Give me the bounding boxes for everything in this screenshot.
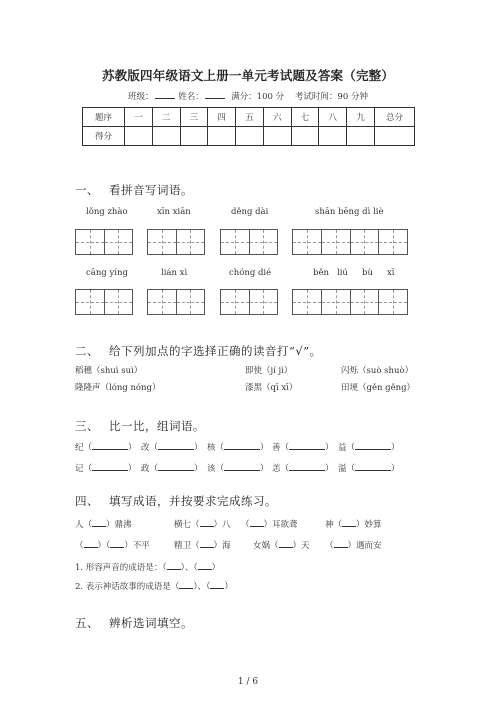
reading-choice[interactable]: 隆隆声（lóng nóng） (75, 383, 161, 393)
header-cell: 题序 (83, 108, 125, 127)
score-cell[interactable] (236, 127, 264, 146)
reading-choice[interactable]: 即使（jí jì） (245, 366, 293, 376)
score-cell[interactable] (291, 127, 319, 146)
answer-blank[interactable] (355, 441, 391, 450)
writing-grid[interactable] (75, 229, 133, 255)
section-title: 填写成语，并按要求完成练习。 (109, 494, 277, 508)
paren-close: ） (325, 464, 334, 474)
answer-blank[interactable] (210, 580, 224, 589)
section-number: 一、 (75, 183, 99, 197)
score-cell[interactable] (208, 127, 236, 146)
header-cell: 四 (208, 108, 236, 127)
header-cell: 总分 (375, 108, 415, 127)
writing-grid-row-1 (0, 229, 496, 255)
idiom-text: 精卫（ (174, 541, 200, 551)
class-blank[interactable] (155, 90, 175, 99)
header-cell: 六 (263, 108, 291, 127)
pinyin-label: děng dài (231, 207, 269, 217)
writing-grid-row-2 (0, 289, 496, 315)
idiom-text: 横七（ (174, 520, 200, 530)
paren-close: ） (260, 464, 269, 474)
compare-item[interactable] (75, 462, 137, 474)
question-2[interactable] (75, 580, 233, 592)
compare-char: 恙（ (272, 464, 290, 474)
question-text: 2. 表示神话故事的成语是（ (75, 582, 180, 592)
answer-blank[interactable] (84, 539, 98, 548)
name-blank[interactable] (205, 90, 225, 99)
answer-blank[interactable] (200, 539, 214, 548)
section-2-heading (75, 343, 322, 359)
compare-char: 记（ (75, 464, 93, 474)
answer-blank[interactable] (342, 518, 356, 527)
compare-char: 核（ (207, 443, 225, 453)
section-title: 比一比，组词语。 (109, 419, 205, 433)
score-table-row (83, 127, 415, 146)
idiom-text: ）（ (97, 541, 111, 551)
compare-item[interactable] (75, 441, 137, 453)
idiom-item[interactable] (174, 518, 231, 530)
idiom-text: ）天 (292, 541, 310, 551)
idiom-item[interactable] (174, 539, 231, 551)
paren-close: ） (194, 443, 203, 453)
document-title: 苏教版四年级语文上册一单元考试题及答案（完整） (101, 68, 395, 83)
writing-grid[interactable] (147, 229, 205, 255)
compare-char: 该（ (207, 464, 225, 474)
question-text: ）、（ (180, 563, 198, 573)
answer-blank[interactable] (198, 561, 212, 570)
question-text: ） (224, 582, 233, 592)
idiom-text: （ (75, 541, 84, 551)
pinyin-label: bù (362, 268, 373, 278)
idiom-text: ）八 (213, 520, 231, 530)
compare-item[interactable] (338, 441, 400, 453)
exam-time: 考试时间：90 分钟 (294, 92, 368, 102)
paren-close: ） (391, 464, 400, 474)
paren-close: ） (260, 443, 269, 453)
idiom-text: 女娲（ (253, 541, 279, 551)
compare-item[interactable] (272, 462, 334, 474)
compare-item[interactable] (207, 441, 269, 453)
section-title: 看拼音写词语。 (109, 183, 193, 197)
answer-blank[interactable] (179, 580, 193, 589)
question-1[interactable] (75, 561, 220, 573)
question-text: ） (211, 563, 221, 573)
idiom-item[interactable] (241, 518, 298, 530)
section-number: 五、 (75, 616, 99, 630)
question-text: ）、（ (193, 582, 211, 592)
section-number: 三、 (75, 419, 99, 433)
header-cell: 五 (236, 108, 264, 127)
header-cell: 二 (152, 108, 180, 127)
paren-close: ） (128, 464, 137, 474)
exam-info (0, 90, 496, 102)
header-cell: 三 (180, 108, 208, 127)
answer-blank[interactable] (334, 539, 348, 548)
answer-blank[interactable] (167, 561, 181, 570)
idiom-text: 神（ (325, 520, 343, 530)
writing-grid[interactable] (75, 289, 133, 315)
answer-blank[interactable] (92, 518, 106, 527)
compare-item[interactable] (141, 462, 203, 474)
compare-item[interactable] (272, 441, 334, 453)
score-cell[interactable] (125, 127, 153, 146)
score-cell[interactable] (263, 127, 291, 146)
writing-grid[interactable] (292, 289, 408, 315)
header-cell: 八 (319, 108, 347, 127)
pinyin-label: xīn xiān (157, 207, 191, 217)
compare-char: 政（ (141, 464, 159, 474)
answer-blank[interactable] (224, 462, 260, 471)
idiom-item[interactable] (325, 539, 382, 551)
writing-grid[interactable] (220, 289, 278, 315)
answer-blank[interactable] (224, 441, 260, 450)
pinyin-label: liú (337, 268, 348, 278)
compare-char: 纪（ (75, 443, 93, 453)
score-table-header (83, 108, 415, 127)
writing-grid[interactable] (220, 229, 278, 255)
idiom-text: 人（ (75, 520, 93, 530)
idiom-item[interactable] (75, 539, 150, 551)
class-label: 班级： (128, 92, 154, 102)
writing-grid[interactable] (147, 289, 205, 315)
answer-blank[interactable] (110, 539, 124, 548)
pinyin-label: běn (313, 268, 329, 278)
idiom-item[interactable] (75, 518, 132, 530)
idiom-text: ）耳欲聋 (263, 520, 298, 530)
section-3-heading (75, 418, 205, 434)
reading-choice[interactable]: 闪烁（suò shuò） (341, 366, 414, 376)
compare-item[interactable] (141, 441, 203, 453)
pinyin-label: chóng dié (229, 268, 272, 278)
name-label: 姓名： (178, 92, 204, 102)
header-cell: 九 (347, 108, 375, 127)
answer-blank[interactable] (92, 462, 128, 471)
full-score: 满分：100 分 (231, 92, 285, 102)
score-cell[interactable] (152, 127, 180, 146)
writing-grid[interactable] (292, 229, 408, 255)
idiom-item[interactable] (325, 518, 382, 530)
score-row-label: 得分 (83, 127, 125, 146)
compare-item[interactable] (207, 462, 269, 474)
compare-char: 溢（ (338, 464, 356, 474)
pinyin-label: lián xì (161, 268, 188, 278)
pinyin-label: shān bēng dì liè (315, 207, 384, 217)
compare-char: 善（ (272, 443, 290, 453)
paren-close: ） (391, 443, 400, 453)
pinyin-label: cāng yíng (86, 268, 128, 278)
score-table (82, 107, 415, 146)
answer-blank[interactable] (158, 462, 194, 471)
answer-blank[interactable] (355, 462, 391, 471)
section-title: 给下列加点的字选择正确的读音打“√”。 (109, 344, 322, 358)
reading-choice[interactable]: 稻穗（shuì suì） (75, 366, 143, 376)
header-cell: 一 (125, 108, 153, 127)
question-text: 1. 形容声音的成语是：（ (75, 563, 167, 573)
idiom-text: ）遇而安 (347, 541, 382, 551)
idiom-text: （ (241, 520, 250, 530)
compare-char: 益（ (338, 443, 356, 453)
answer-blank[interactable] (158, 441, 194, 450)
page-number: 1 / 6 (237, 677, 259, 687)
paren-close: ） (194, 464, 203, 474)
score-cell[interactable] (319, 127, 347, 146)
reading-choice[interactable]: 田埂（gěn gěng） (341, 383, 416, 393)
pinyin-label: xī (387, 268, 395, 278)
section-number: 四、 (75, 494, 99, 508)
reading-choice[interactable]: 漆黑（qī xī） (245, 383, 298, 393)
section-title: 辨析选词填空。 (109, 616, 193, 630)
section-1-heading (75, 182, 193, 198)
paren-close: ） (128, 443, 137, 453)
answer-blank[interactable] (279, 539, 293, 548)
section-5-heading (75, 615, 193, 631)
idiom-text: ）不平 (124, 541, 150, 551)
score-cell[interactable] (347, 127, 375, 146)
idiom-item[interactable] (253, 539, 310, 551)
answer-blank[interactable] (200, 518, 214, 527)
section-number: 二、 (75, 344, 99, 358)
paren-close: ） (325, 443, 334, 453)
idiom-text: ）海 (213, 541, 231, 551)
pinyin-label: lǒng zhào (86, 207, 128, 217)
section-4-heading (75, 493, 277, 509)
idiom-text: ）鼎沸 (106, 520, 132, 530)
score-cell[interactable] (375, 127, 415, 146)
answer-blank[interactable] (289, 441, 325, 450)
answer-blank[interactable] (92, 441, 128, 450)
compare-char: 改（ (141, 443, 159, 453)
idiom-text: ）妙算 (356, 520, 382, 530)
header-cell: 七 (291, 108, 319, 127)
answer-blank[interactable] (289, 462, 325, 471)
score-cell[interactable] (180, 127, 208, 146)
idiom-text: （ (325, 541, 334, 551)
compare-item[interactable] (338, 462, 400, 474)
answer-blank[interactable] (250, 518, 264, 527)
